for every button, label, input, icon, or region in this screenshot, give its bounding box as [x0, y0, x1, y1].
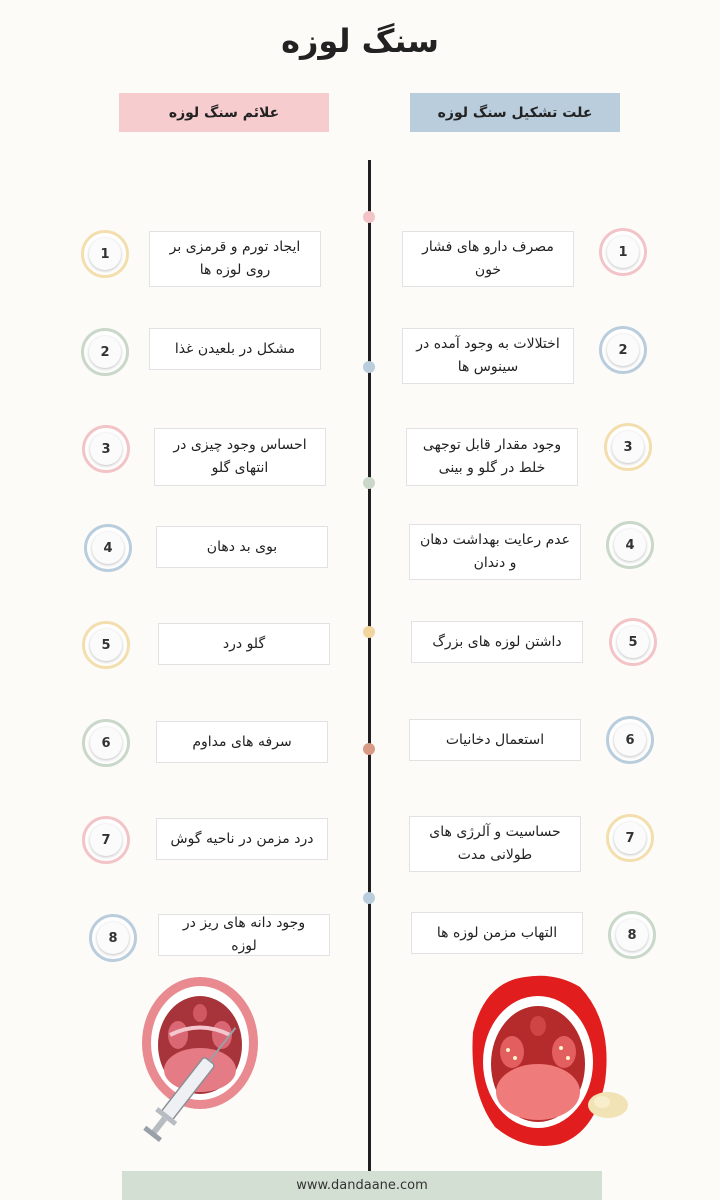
cause-text-1: مصرف دارو های فشار خون [422, 239, 554, 278]
mouth-with-syringe-illustration [140, 975, 280, 1160]
timeline-dot [363, 743, 375, 755]
symptom-number-label-2: 2 [89, 336, 121, 368]
page-title: سنگ لوزه [281, 22, 439, 60]
cause-text-5: داشتن لوزه های بزرگ [432, 633, 562, 650]
cause-number-label-1: 1 [607, 236, 639, 268]
cause-text-2: اختلالات به وجود آمده در سینوس ها [416, 336, 560, 375]
cause-box-1 [402, 231, 574, 287]
cause-box-7 [409, 816, 581, 872]
symptom-text-7: درد مزمن در ناحیه گوش [170, 830, 314, 847]
cause-box-8 [411, 912, 583, 954]
symptom-number-label-1: 1 [89, 238, 121, 270]
symptom-number-label-6: 6 [90, 727, 122, 759]
symptom-box-2 [149, 328, 321, 370]
symptom-number-2 [81, 328, 129, 376]
cause-box-4 [409, 524, 581, 580]
cause-number-8 [608, 911, 656, 959]
timeline-dot [363, 626, 375, 638]
cause-number-1 [599, 228, 647, 276]
cause-number-label-6: 6 [614, 724, 646, 756]
cause-number-2 [599, 326, 647, 374]
symptom-number-3 [82, 425, 130, 473]
symptom-text-5: گلو درد [222, 635, 266, 652]
symptom-number-5 [82, 621, 130, 669]
cause-number-3 [604, 423, 652, 471]
symptom-box-1 [149, 231, 321, 287]
timeline-dot [363, 361, 375, 373]
symptom-text-3: احساس وجود چیزی در انتهای گلو [173, 437, 307, 476]
symptom-number-label-7: 7 [90, 824, 122, 856]
website-footer: www.dandaane.com [122, 1171, 602, 1200]
cause-number-label-7: 7 [614, 822, 646, 854]
symptom-box-4 [156, 526, 328, 568]
symptom-box-8 [158, 914, 330, 956]
cause-text-4: عدم رعایت بهداشت دهان و دندان [420, 532, 570, 571]
cause-number-label-4: 4 [614, 529, 646, 561]
timeline-line [368, 160, 371, 1172]
mouth-with-tonsil-stone-illustration [465, 972, 635, 1152]
cause-box-3 [406, 428, 578, 486]
symptom-number-7 [82, 816, 130, 864]
cause-text-6: استعمال دخانیات [445, 731, 545, 748]
cause-number-label-8: 8 [616, 919, 648, 951]
symptom-box-3 [154, 428, 326, 486]
cause-number-label-2: 2 [607, 334, 639, 366]
cause-box-5 [411, 621, 583, 663]
symptom-text-8: وجود دانه های ریز در لوزه [182, 915, 306, 954]
symptom-text-2: مشکل در بلعیدن غذا [174, 340, 296, 357]
symptom-box-7 [156, 818, 328, 860]
timeline-dot [363, 477, 375, 489]
cause-text-8: التهاب مزمن لوزه ها [436, 924, 558, 941]
symptom-box-6 [156, 721, 328, 763]
cause-number-4 [606, 521, 654, 569]
cause-number-label-5: 5 [617, 626, 649, 658]
cause-number-7 [606, 814, 654, 862]
cause-box-2 [402, 328, 574, 384]
cause-number-5 [609, 618, 657, 666]
timeline-dot [363, 211, 375, 223]
cause-number-label-3: 3 [612, 431, 644, 463]
symptom-number-label-3: 3 [90, 433, 122, 465]
symptom-box-5 [158, 623, 330, 665]
symptom-number-8 [89, 914, 137, 962]
cause-box-6 [409, 719, 581, 761]
cause-number-6 [606, 716, 654, 764]
causes-header: علت تشکیل سنگ لوزه [410, 93, 620, 132]
symptom-text-1: ایجاد تورم و قرمزی بر روی لوزه ها [169, 239, 301, 278]
symptom-number-label-4: 4 [92, 532, 124, 564]
symptom-number-label-5: 5 [90, 629, 122, 661]
symptom-number-1 [81, 230, 129, 278]
symptoms-header: علائم سنگ لوزه [119, 93, 329, 132]
cause-text-7: حساسیت و آلرژی های طولانی مدت [429, 824, 561, 863]
symptom-number-6 [82, 719, 130, 767]
symptom-text-6: سرفه های مداوم [192, 733, 292, 750]
symptom-number-label-8: 8 [97, 922, 129, 954]
symptom-text-4: بوی بد دهان [206, 538, 278, 555]
cause-text-3: وجود مقدار قابل توجهی خلط در گلو و بینی [422, 437, 562, 476]
symptom-number-4 [84, 524, 132, 572]
timeline-dot [363, 892, 375, 904]
